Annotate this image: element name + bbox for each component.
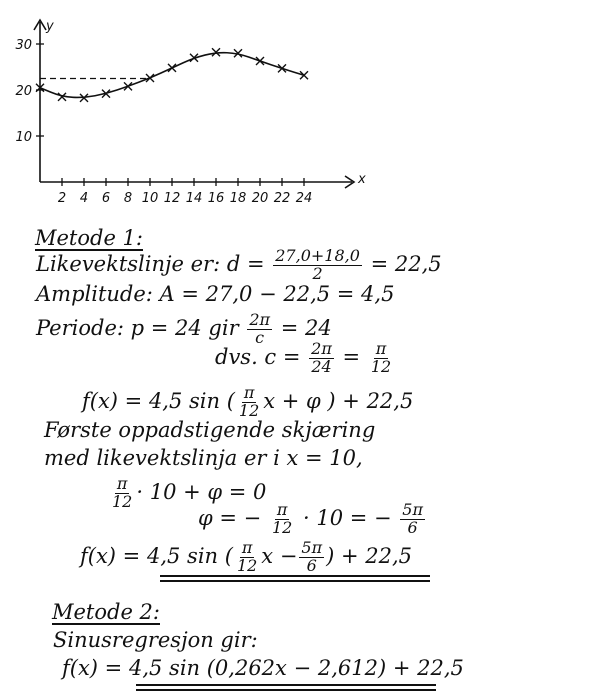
- phase-result-line: φ = − $\frac{\pi}{12}$ · 10 = − $\frac{5\pi}{6}$: [198, 500, 423, 537]
- method-2-heading: Metode 2:: [52, 600, 160, 624]
- data-point-cross: [256, 57, 264, 65]
- x-tick-label: 10: [141, 191, 159, 206]
- answer-underline-2a: [136, 684, 436, 686]
- answer-underline-2b: [136, 689, 436, 691]
- method-1-heading: Metode 1:: [35, 226, 143, 250]
- first-crossing-line-2: med likevektslinja er i x = 10,: [44, 446, 363, 470]
- x-tick-label: 22: [273, 191, 291, 206]
- data-point-cross: [124, 82, 132, 90]
- final-function-method-2: f(x) = 4,5 sin (0,262x − 2,612) + 22,5: [62, 656, 464, 680]
- amplitude-line: Amplitude: A = 27,0 − 22,5 = 4,5: [36, 282, 395, 306]
- data-point-cross: [278, 64, 286, 72]
- equilibrium-line: Likevektslinje er: d = $\frac{27,0+18,0}{2}$ = 22,5: [36, 246, 442, 283]
- sine-regression-line: Sinusregresjon gir:: [53, 628, 258, 652]
- x-tick-label: 24: [295, 191, 313, 206]
- phase-equation-line: $\frac{\pi}{12}$ · 10 + φ = 0: [112, 474, 267, 511]
- x-tick-label: 8: [123, 191, 133, 206]
- x-tick-label: 6: [101, 191, 111, 206]
- first-crossing-line-1: Første oppadstigende skjæring: [44, 418, 376, 442]
- data-point-cross: [146, 74, 154, 82]
- x-tick-label: 20: [251, 191, 269, 206]
- function-general-line: f(x) = 4,5 sin ( $\frac{\pi}{12}$ x + φ ) + 22,5: [82, 383, 414, 420]
- period-line: Periode: p = 24 gir $\frac{2\pi}{c}$ = 24: [36, 310, 332, 347]
- x-axis-label: x: [358, 172, 366, 187]
- data-point-cross: [168, 64, 176, 72]
- data-curve: [40, 53, 304, 98]
- y-axis-label: y: [46, 19, 54, 34]
- final-function-method-1: f(x) = 4,5 sin ( $\frac{\pi}{12}$ x − $\frac{5\pi}{6}$ ) + 22,5: [80, 538, 413, 575]
- period-result-line: dvs. c = $\frac{2\pi}{24}$ = $\frac{\pi}{12}$: [215, 339, 392, 376]
- y-tick-label: 10: [15, 130, 32, 145]
- x-tick-label: 12: [163, 191, 181, 206]
- x-tick-label: 4: [79, 191, 89, 206]
- answer-underline-1a: [160, 575, 430, 577]
- answer-underline-1b: [160, 580, 430, 582]
- x-tick-label: 16: [207, 191, 225, 206]
- y-tick-label: 30: [15, 38, 32, 53]
- data-point-cross: [300, 71, 308, 79]
- sine-graph: [0, 0, 593, 215]
- x-tick-label: 18: [229, 191, 247, 206]
- y-tick-label: 20: [15, 84, 32, 99]
- x-tick-label: 2: [57, 191, 67, 206]
- x-tick-label: 14: [185, 191, 203, 206]
